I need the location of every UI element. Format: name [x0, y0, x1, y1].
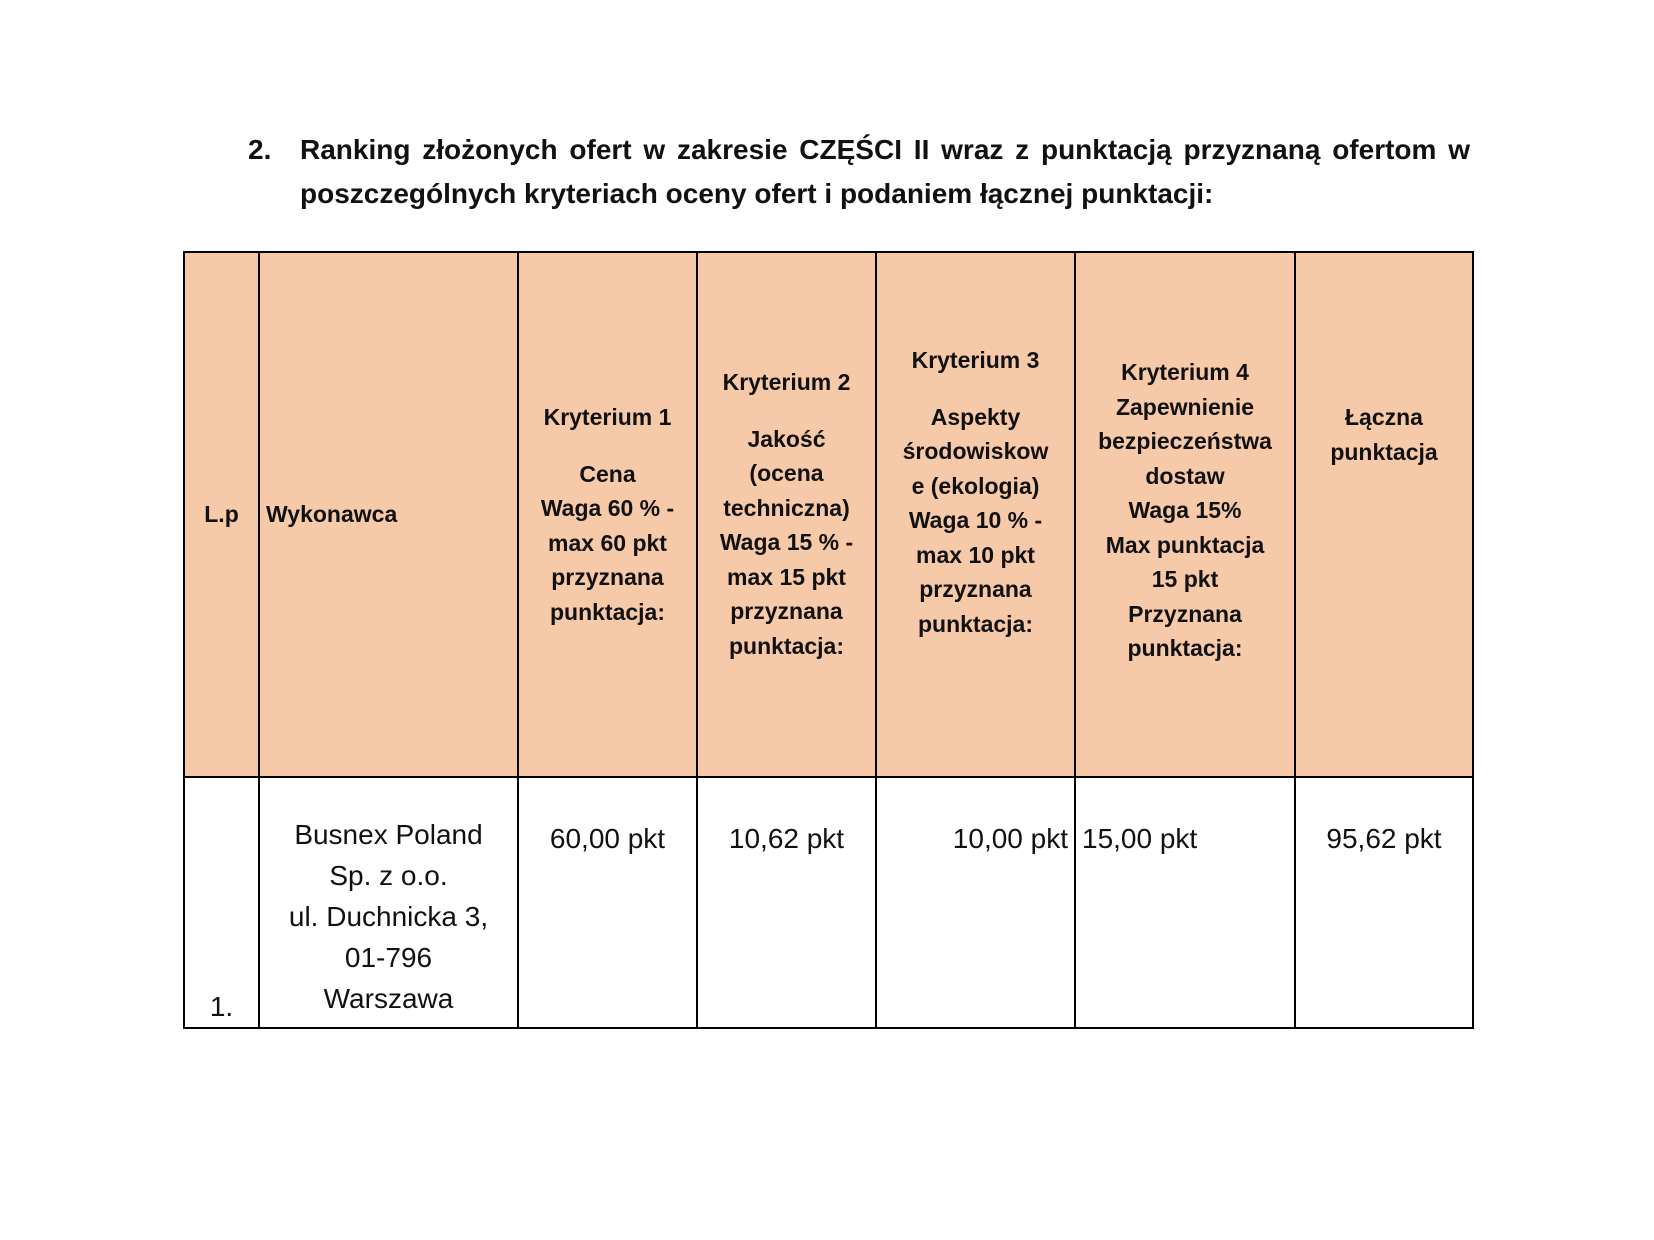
header-kryterium-4-title: Kryterium 4: [1121, 359, 1249, 385]
header-kryterium-4: [1075, 252, 1295, 777]
cell-kryterium-4: 15,00 pkt: [1075, 777, 1295, 1028]
header-kryterium-3: [876, 252, 1075, 777]
header-kryterium-1-body: Cena Waga 60 % - max 60 pkt przyznana punktacja:: [540, 460, 675, 625]
header-kryterium-1-title: Kryterium 1: [543, 404, 672, 430]
cell-laczna-punktacja: 95,62 pkt: [1295, 777, 1473, 1028]
ranking-table: [183, 251, 1474, 1029]
header-lp: L.p: [184, 252, 259, 777]
header-kryterium-4-body: Zapewnienie bezpieczeństwa dostaw Waga 15% Max punktacja 15 pkt Przyznana punktacja:: [1098, 393, 1272, 661]
header-kryterium-2-title: Kryterium 2: [722, 369, 851, 395]
table-header-row: [184, 252, 1473, 777]
cell-lp: 1.: [184, 777, 259, 1028]
cell-kryterium-3: 10,00 pkt: [876, 777, 1075, 1028]
cell-kryterium-1: 60,00 pkt: [518, 777, 697, 1028]
section-heading: [248, 128, 1470, 216]
header-laczna-punktacja: Łączna punktacja: [1295, 252, 1473, 777]
cell-contractor: Busnex Poland Sp. z o.o. ul. Duchnicka 3, 01-796 Warszawa: [259, 777, 518, 1028]
header-kryterium-3-body: Aspekty środowiskow e (ekologia) Waga 10 % - max 10 pkt przyznana punktacja:: [902, 403, 1049, 637]
header-kryterium-2-body: Jakość (ocena techniczna) Waga 15 % - max 15 pkt przyznana punktacja:: [719, 425, 854, 659]
section-number: 2.: [248, 134, 272, 165]
header-kryterium-2: [697, 252, 876, 777]
cell-kryterium-2: 10,62 pkt: [697, 777, 876, 1028]
header-wykonawca: Wykonawca: [259, 252, 518, 777]
header-kryterium-3-title: Kryterium 3: [911, 347, 1040, 373]
table-row: [184, 777, 1473, 1028]
section-title: Ranking złożonych ofert w zakresie CZĘŚCI II wraz z punktacją przyznaną ofertom w poszczególnych kryteriach oceny ofert i podaniem łącznej punktacji:: [300, 134, 1470, 209]
header-kryterium-1: [518, 252, 697, 777]
